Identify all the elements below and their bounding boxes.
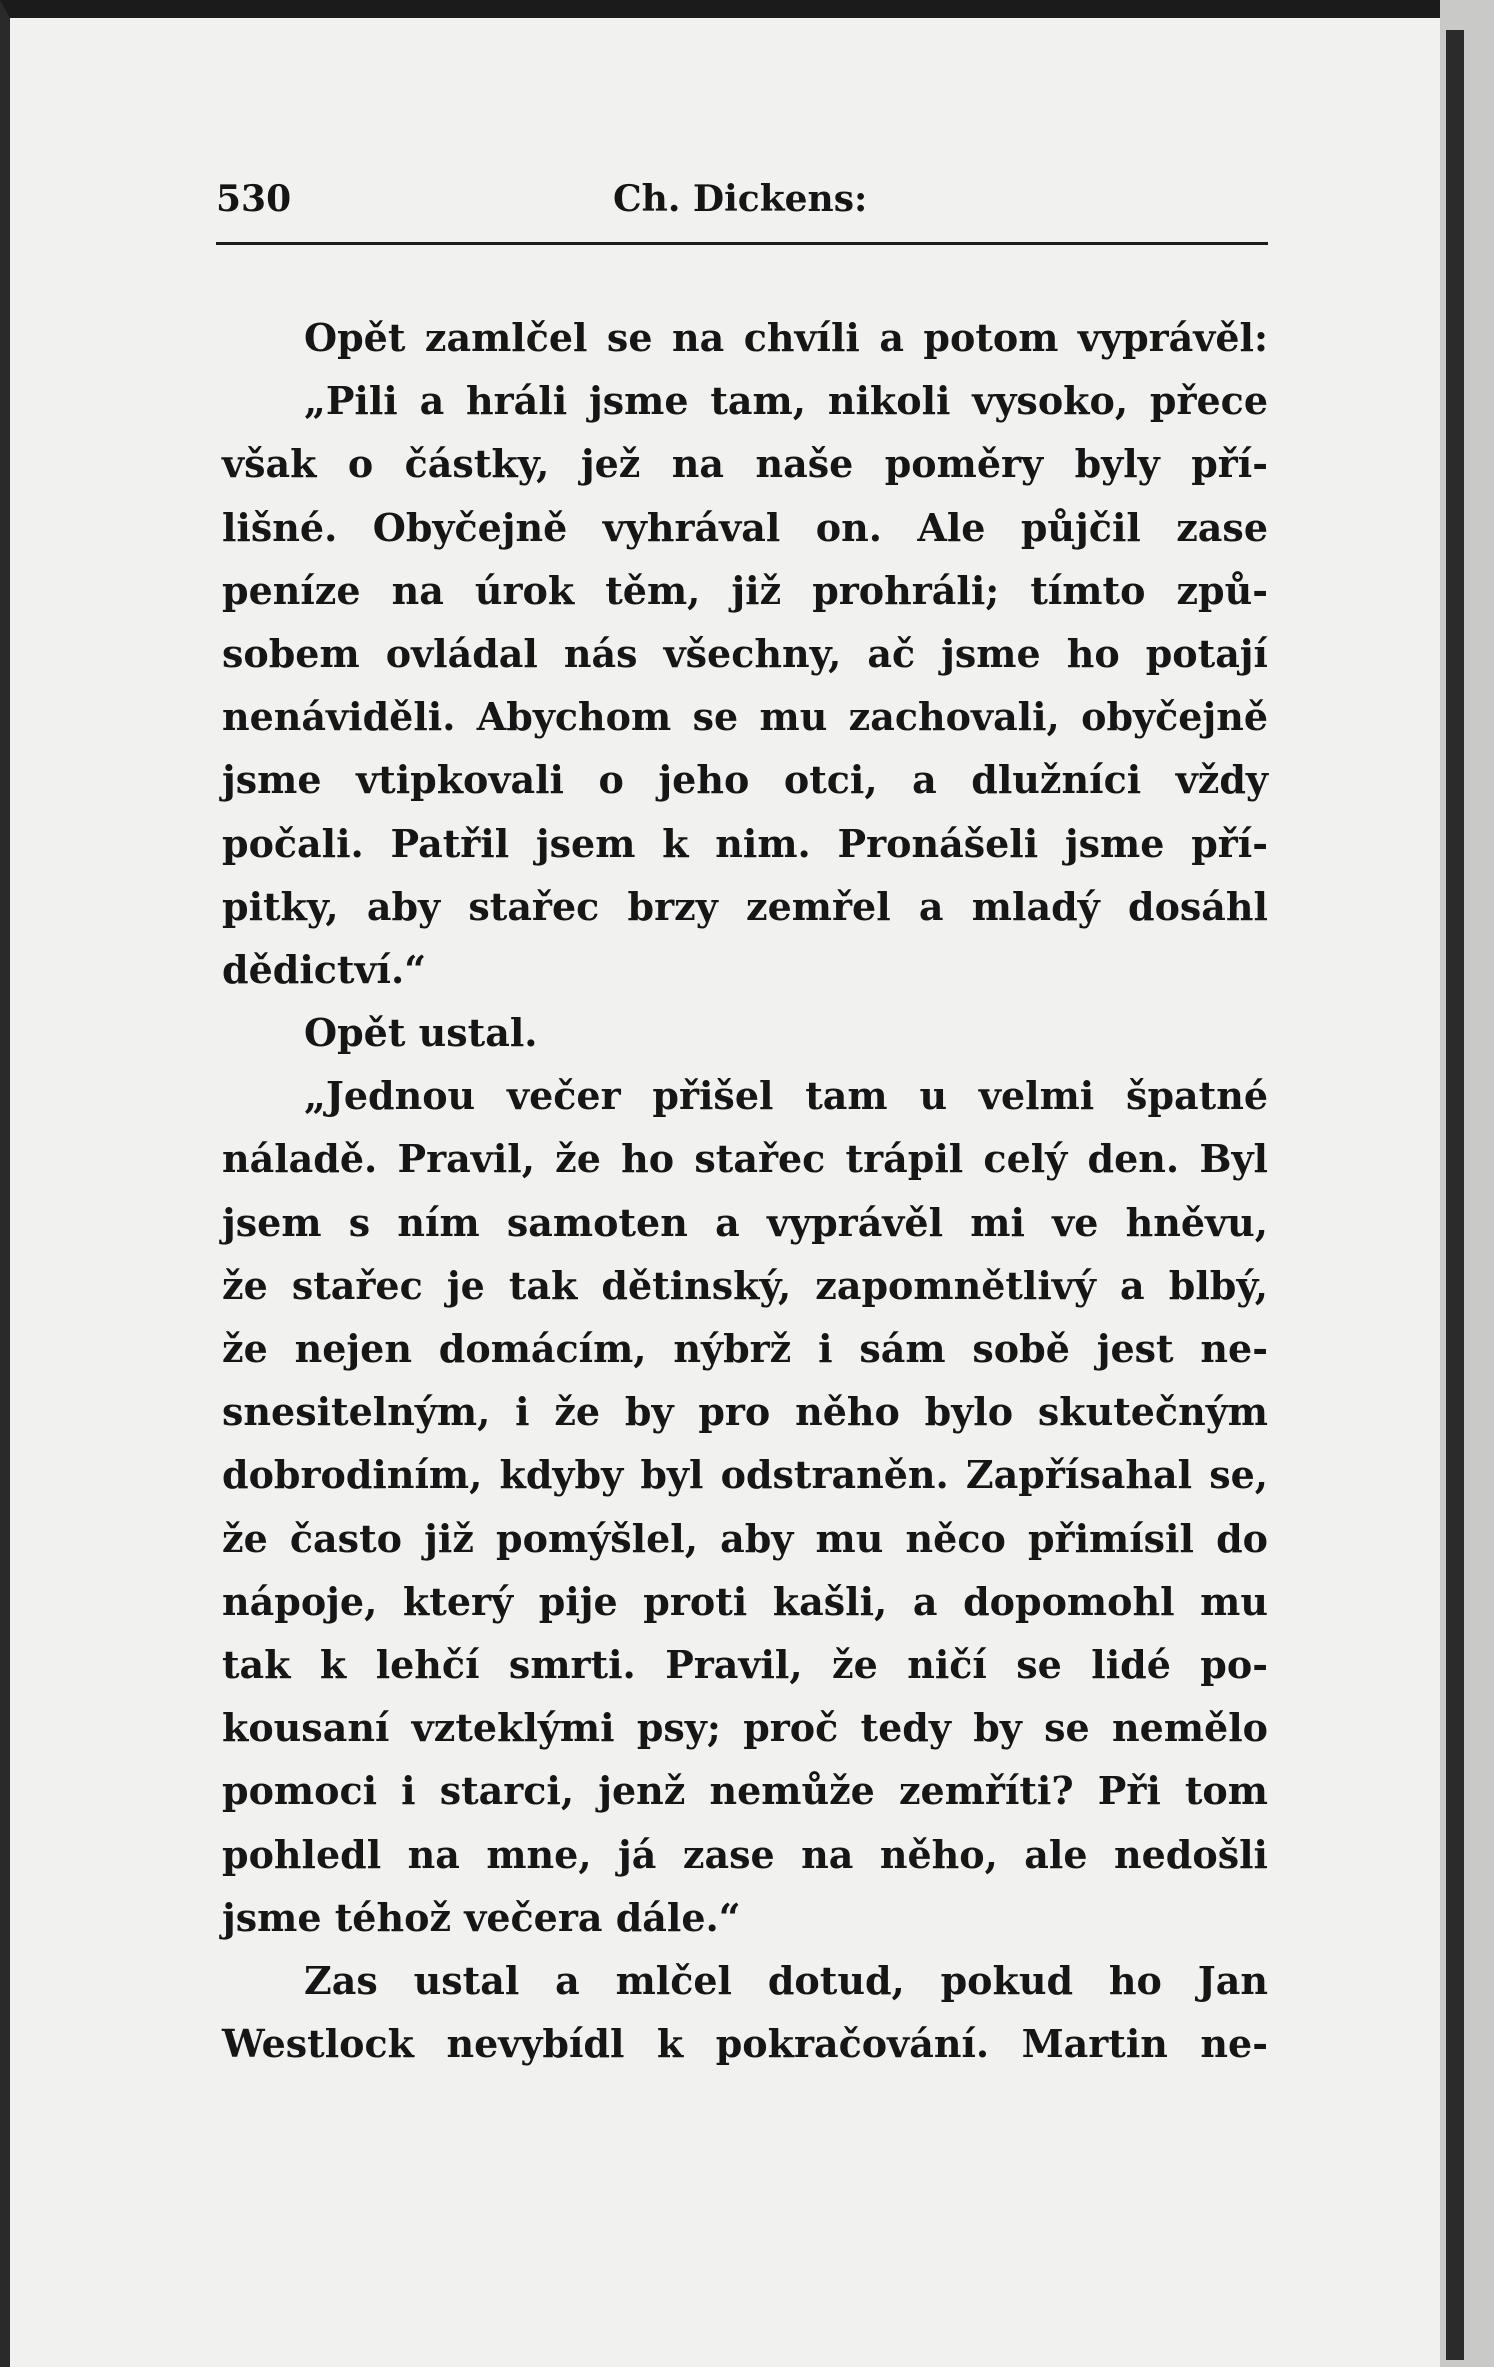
text-line: snesitelným, i že by pro něho bylo skutečným bbox=[222, 1389, 1268, 1435]
text-line: peníze na úrok těm, již prohráli; tímto způ- bbox=[222, 567, 1268, 613]
text-line: že nejen domácím, nýbrž i sám sobě jest ne- bbox=[222, 1326, 1268, 1371]
text-line: nápoje, který pije proti kašli, a dopomohl mu bbox=[222, 1578, 1268, 1624]
text-line: sobem ovládal nás všechny, ač jsme ho potají bbox=[222, 630, 1268, 676]
text-line: Opět zamlčel se na chvíli a potom vyprávěl: bbox=[304, 315, 1268, 360]
text-line: tak k lehčí smrti. Pravil, že ničí se lidé po- bbox=[222, 1641, 1268, 1687]
text-line: „Jednou večer přišel tam u velmi špatné bbox=[304, 1073, 1268, 1119]
header-rule bbox=[216, 242, 1268, 245]
text-line: jsme vtipkovali o jeho otci, a dlužníci vždy bbox=[222, 757, 1268, 803]
text-line: nenáviděli. Abychom se mu zachovali, obyčejně bbox=[222, 694, 1268, 740]
text-line: Westlock nevybídl k pokračování. Martin ne- bbox=[222, 2021, 1268, 2067]
text-line: dobrodiním, kdyby byl odstraněn. Zapřísahal se, bbox=[222, 1452, 1268, 1498]
text-line: náladě. Pravil, že ho stařec trápil celý den. Byl bbox=[222, 1136, 1268, 1182]
text-line: že často již pomýšlel, aby mu něco přimísil do bbox=[222, 1515, 1268, 1561]
text-line: však o částky, jež na naše poměry byly pří- bbox=[222, 441, 1268, 487]
text-line: jsme téhož večera dále.“ bbox=[222, 1894, 741, 1940]
text-line: pomoci i starci, jenž nemůže zemříti? Při tom bbox=[222, 1768, 1268, 1814]
text-line: kousaní vzteklými psy; proč tedy by se nemělo bbox=[222, 1705, 1268, 1751]
running-title: Ch. Dickens: bbox=[613, 178, 868, 220]
text-line: pitky, aby stařec brzy zemřel a mladý dosáhl bbox=[222, 883, 1268, 929]
text-line: jsem s ním samoten a vyprávěl mi ve hněvu, bbox=[222, 1199, 1268, 1245]
page-header bbox=[216, 178, 1268, 230]
page-edge-shadow bbox=[1446, 30, 1464, 2360]
text-line: dědictví.“ bbox=[222, 946, 427, 992]
text-line: Zas ustal a mlčel dotud, pokud ho Jan bbox=[304, 1957, 1268, 2003]
text-line: počali. Patřil jsem k nim. Pronášeli jsme pří- bbox=[222, 820, 1268, 866]
text-line: lišné. Obyčejně vyhrával on. Ale půjčil zase bbox=[222, 504, 1268, 550]
body-text bbox=[222, 306, 1268, 2075]
text-line: Opět ustal. bbox=[304, 1010, 538, 1056]
page-number: 530 bbox=[216, 178, 292, 220]
text-line: „Pili a hráli jsme tam, nikoli vysoko, přece bbox=[304, 378, 1268, 424]
text-line: pohledl na mne, já zase na něho, ale nedošli bbox=[222, 1831, 1268, 1877]
text-line: že stařec je tak dětinský, zapomnětlivý a blbý, bbox=[222, 1262, 1268, 1308]
